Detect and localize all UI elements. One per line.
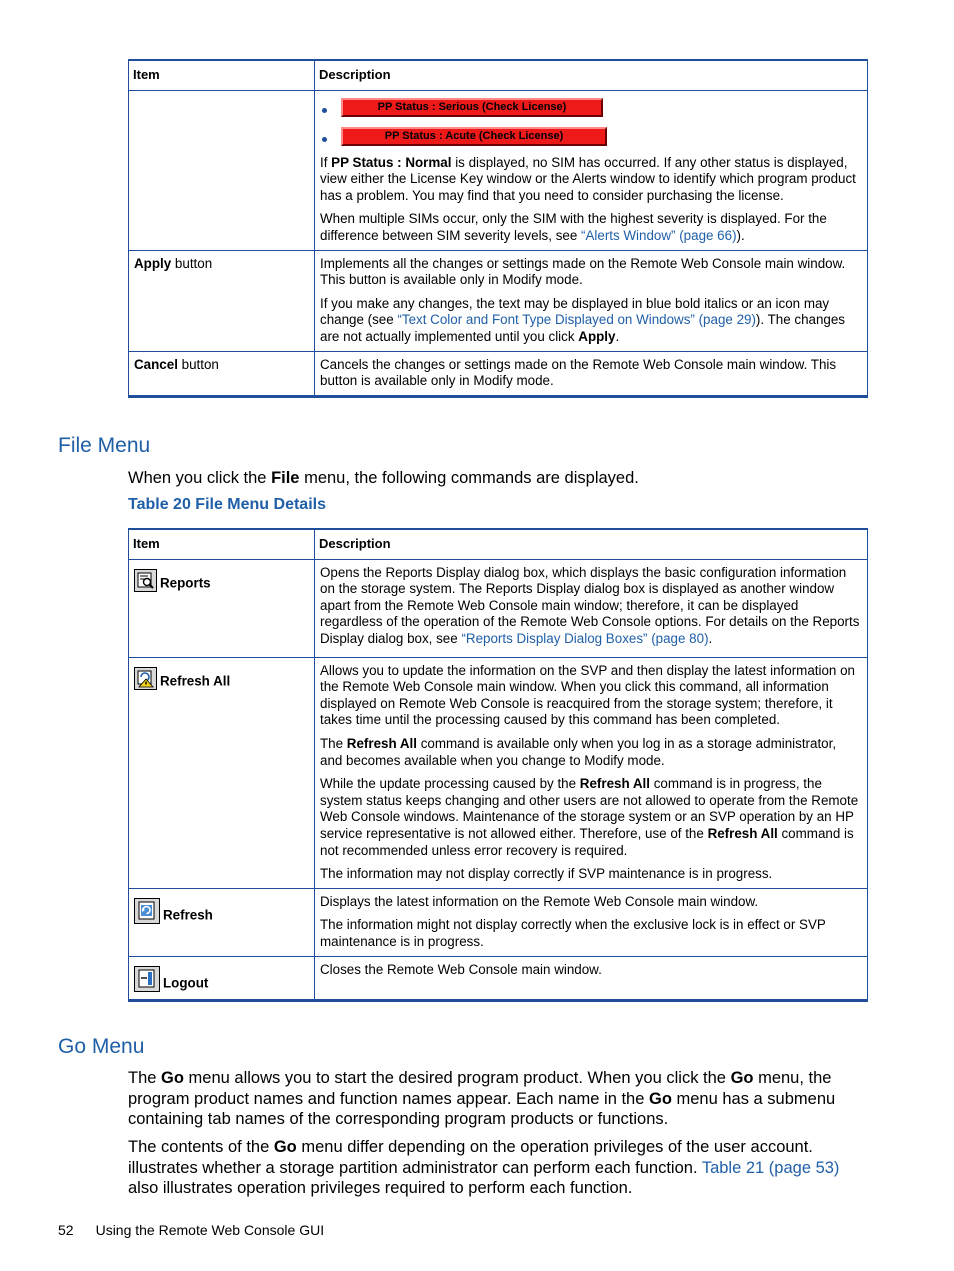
description-cell xyxy=(315,351,868,396)
table-header-row xyxy=(129,529,868,559)
logout-icon xyxy=(134,966,160,992)
paragraph: The information may not display correctly if SVP maintenance is in progress. xyxy=(320,866,773,882)
cancel-label: Cancel xyxy=(134,356,178,372)
pp-status-paragraph xyxy=(320,155,861,205)
text: command is in progress, the system status keeps changing and other users are not allowed to operate from the Remote Web Console windows. Maintenance of the storage system or an SVP operation by an HP service representative is not allowed either. Therefore, use of the xyxy=(320,776,859,841)
item-cell xyxy=(129,559,315,657)
text: menu, the program product names and function names appear. Each name in the xyxy=(128,1069,832,1108)
refresh-all-label: Refresh All xyxy=(160,673,231,688)
text: menu differ depending on the operation privileges of the user account. illustrates whether a storage partition administrator can perform each function. xyxy=(128,1138,813,1177)
description-cell xyxy=(315,657,868,888)
text: When you click the xyxy=(128,469,272,487)
alerts-window-link[interactable]: “Alerts Window” (page 66) xyxy=(581,227,737,243)
bullet xyxy=(322,108,327,113)
description-cell xyxy=(315,956,868,1000)
page-footer xyxy=(58,1222,324,1238)
text: command is not recommended unless error recovery is required. xyxy=(320,825,854,858)
page-number: 52 xyxy=(58,1222,74,1238)
table-row xyxy=(129,351,868,396)
text: is displayed, no SIM has occurred. If any other status is displayed, view either the License Key window or the Alerts window to identify which program product has a problem. You may find that you need to consider purchasing the license. xyxy=(320,154,856,203)
bold-text: Refresh All xyxy=(346,735,417,751)
text: If xyxy=(320,154,332,170)
text: The xyxy=(128,1069,162,1087)
footer-title: Using the Remote Web Console GUI xyxy=(95,1222,325,1238)
header-description: Description xyxy=(315,60,868,90)
text: button xyxy=(171,255,213,271)
status-bar-serious: PP Status : Serious (Check License) xyxy=(341,98,603,117)
bold-text: File xyxy=(271,469,300,487)
text: When multiple SIMs occur, only the SIM with the highest severity is displayed. For the difference between SIM severity levels, see xyxy=(320,211,827,243)
reports-display-link[interactable]: “Reports Display Dialog Boxes” (page 80) xyxy=(461,630,709,646)
table-row xyxy=(129,250,868,351)
header-description: Description xyxy=(315,529,868,559)
header-item: Item xyxy=(129,529,315,559)
item-cell xyxy=(129,90,315,250)
paragraph: Cancels the changes or settings made on the Remote Web Console main window. This button is available only in Modify mode. xyxy=(320,356,837,389)
go-menu-paragraph-1 xyxy=(128,1068,868,1130)
text: The xyxy=(320,735,347,751)
text: menu has a submenu containing tab names of the corresponding program products or functions. xyxy=(128,1089,836,1128)
text: button xyxy=(177,356,219,372)
text-color-link[interactable]: “Text Color and Font Type Displayed on Windows” (page 29) xyxy=(397,312,756,328)
paragraph xyxy=(320,776,861,859)
bold-text: Go xyxy=(730,1069,754,1087)
go-menu-paragraph-2 xyxy=(128,1137,868,1199)
description-cell xyxy=(315,559,868,657)
bold-text: Refresh All xyxy=(579,776,650,792)
paragraph: The information might not display correctly when the exclusive lock is in effect or SVP maintenance is in progress. xyxy=(320,917,826,949)
description-cell xyxy=(315,90,868,250)
reports-label: Reports xyxy=(160,575,211,590)
top-table xyxy=(128,59,868,398)
text: ). xyxy=(736,227,745,243)
refresh-all-icon xyxy=(134,667,157,690)
table-caption: Table 20 File Menu Details xyxy=(128,496,326,513)
table-row xyxy=(129,657,868,888)
list-item xyxy=(320,126,861,148)
bold-text: Go xyxy=(273,1138,297,1156)
refresh-icon xyxy=(134,898,160,924)
text: ). The changes are not actually implemented until you click xyxy=(320,312,846,344)
bold-text: PP Status : Normal xyxy=(331,154,452,170)
paragraph: Closes the Remote Web Console main window. xyxy=(320,961,602,977)
logout-label: Logout xyxy=(163,974,209,990)
file-menu-heading: File Menu xyxy=(58,434,151,457)
bold-text: Go xyxy=(648,1089,672,1108)
item-cell xyxy=(129,250,315,351)
bold-text: Refresh All xyxy=(707,825,778,841)
multi-sim-paragraph xyxy=(320,211,861,244)
header-item: Item xyxy=(129,60,315,90)
item-cell xyxy=(129,956,315,1000)
text: While the update processing caused by the xyxy=(320,776,580,792)
text: menu, the following commands are displayed. xyxy=(299,469,639,487)
text: Opens the Reports Display dialog box, which displays the basic configuration information on the storage system. The Reports Display dialog box is displayed as another window apart from the Remote Web Console main window; therefore, it can be displayed regardless of the operation of the Remote Web Console options. For details on the Reports Display dialog box, see xyxy=(320,564,860,646)
table-row xyxy=(129,90,868,250)
text: The contents of the xyxy=(128,1138,274,1156)
paragraph: Allows you to update the information on the SVP and then display the latest information on the Remote Web Console main window. When you click this command, all information displayed on Remote Web Console is reacquired from the storage system; therefore, it takes time until the processing caused by this command has been completed. xyxy=(320,662,855,728)
text: If you make any changes, the text may be displayed in blue bold italics or an icon may change (see xyxy=(320,295,830,328)
text: menu allows you to start the desired program product. When you click the xyxy=(183,1069,731,1087)
paragraph xyxy=(320,736,861,769)
apply-label: Apply xyxy=(134,255,172,271)
table-21-link[interactable]: Table 21 (page 53) xyxy=(701,1158,840,1177)
table-row xyxy=(129,956,868,1000)
text: command is available only when you log in as a storage administrator, and becomes available when you change to Modify mode. xyxy=(320,735,837,768)
description-cell xyxy=(315,250,868,351)
paragraph: Displays the latest information on the Remote Web Console main window. xyxy=(320,893,759,909)
item-cell xyxy=(129,657,315,888)
paragraph: Implements all the changes or settings made on the Remote Web Console main window. This button is available only in Modify mode. xyxy=(320,255,846,288)
table-row xyxy=(129,559,868,657)
text: also illustrates operation privileges required to perform each function. xyxy=(128,1179,633,1197)
list-item xyxy=(320,97,861,119)
table-header-row xyxy=(129,60,868,90)
text: . xyxy=(615,328,620,344)
text: . xyxy=(708,630,713,646)
description-cell xyxy=(315,888,868,956)
table-row xyxy=(129,888,868,956)
item-cell xyxy=(129,888,315,956)
item-cell xyxy=(129,351,315,396)
file-menu-table xyxy=(128,528,868,1002)
paragraph xyxy=(320,565,861,648)
bold-text: Apply xyxy=(578,328,616,344)
paragraph xyxy=(320,296,861,346)
refresh-label: Refresh xyxy=(163,907,213,923)
file-menu-intro xyxy=(128,468,868,489)
status-bar-acute: PP Status : Acute (Check License) xyxy=(341,127,607,146)
bold-text: Go xyxy=(161,1069,184,1087)
go-menu-heading: Go Menu xyxy=(58,1035,145,1058)
bullet xyxy=(322,137,327,142)
reports-icon xyxy=(134,569,157,592)
